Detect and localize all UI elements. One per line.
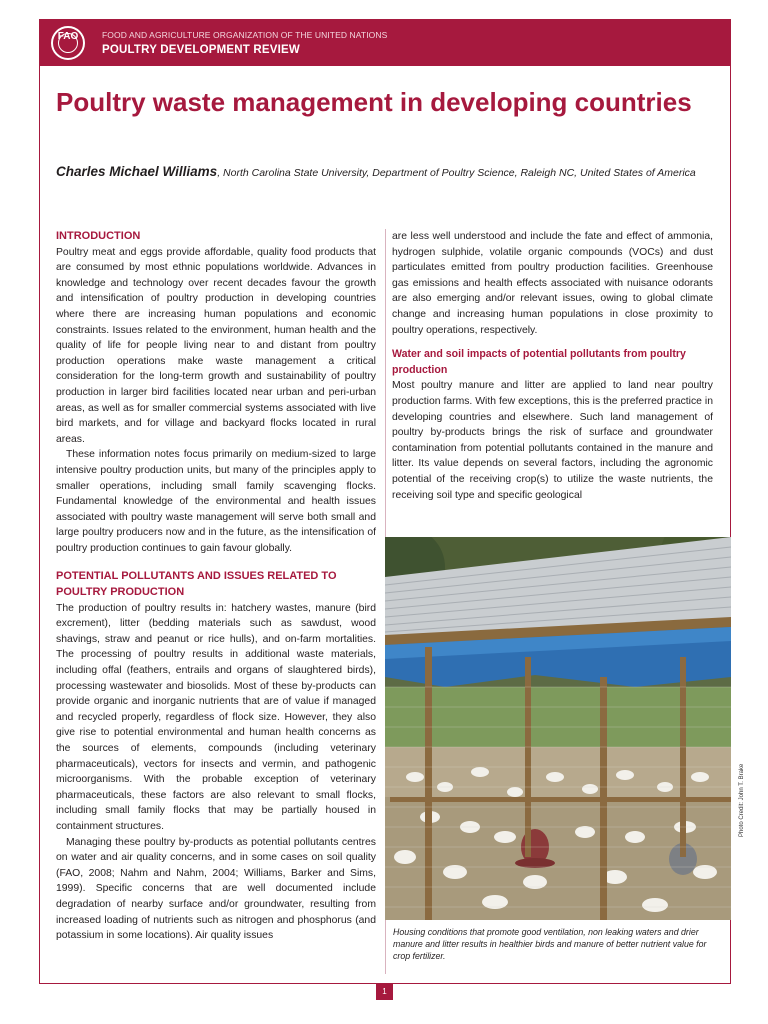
poultry-house-photo bbox=[385, 537, 731, 920]
pollutants-heading: POTENTIAL POLLUTANTS AND ISSUES RELATED TO POULTRY PRODUCTION bbox=[56, 570, 337, 599]
fao-logo-text: FAO bbox=[57, 31, 79, 42]
right-column bbox=[392, 229, 713, 503]
header-bar bbox=[39, 19, 731, 66]
water-soil-heading: Water and soil impacts of potential pollutants from poultry production bbox=[392, 348, 686, 376]
article-title: Poultry waste management in developing countries bbox=[56, 87, 692, 117]
author-name: Charles Michael Williams bbox=[56, 164, 218, 179]
photo-caption: Housing conditions that promote good ventilation, non leaking waters and drier manure and litter results in healthier birds and manure of better nutrient value for crop fertilizer. bbox=[393, 927, 707, 961]
water-soil-paragraph: Most poultry manure and litter are applied to land near poultry production farms. With few exceptions, this is the preferred practice in developing countries and elsewhere. Such land management of poultry by-products brings the risk of surface and groundwater contamination from potential pollutants contained in the manure and litter. Its value depends on several factors, including the agronomic potential of the receiving crop(s) to utilize the waste nutrients, the receiving soil type and specific geological bbox=[392, 380, 713, 501]
continued-paragraph: are less well understood and include the fate and effect of ammonia, hydrogen sulphide, volatile organic compounds (VOCs) and dust particulates emitted from poultry production facilities. Greenhouse gas emissions and health effects associated with nuisance odorants are also emerging and/or relevant issues, owing to global climate change and increasing human populations in close proximity to poultry operations, respectively. bbox=[392, 231, 713, 336]
author-affiliation: , North Carolina State University, Department of Poultry Science, Raleigh NC, United States of America bbox=[217, 167, 696, 179]
left-column bbox=[56, 229, 376, 944]
series-name: POULTRY DEVELOPMENT REVIEW bbox=[102, 44, 300, 56]
section-gap bbox=[56, 556, 376, 569]
organization-name: FOOD AND AGRICULTURE ORGANIZATION OF THE UNITED NATIONS bbox=[102, 30, 388, 40]
pollutants-paragraph-1: The production of poultry results in: hatchery wastes, manure (bird excrement), litter (bedding materials such as sawdust, wood shavings, straw and peanut or rice hulls), and on-farm mortalities. The processing of poultry results in additional waste materials, including offal (feathers, entrails and organs of slaughtered birds), processing wastewater and biosolids. Most of these by-products can provide organic and inorganic nutrients that are of value if managed and recycled properly, regardless of flock size. However, they also give rise to potential environmental and human health concerns as the sources of elements, compounds (including veterinary pharmaceuticals), vectors for insects and vermin, and pathogenic microorganisms. With the probable exception of veterinary pharmaceuticals, these factors are also relevant to small flocks, including small family flocks that may be partially housed in containment structures. bbox=[56, 602, 376, 832]
pollutants-paragraph-2: Managing these poultry by-products as potential pollutants centres on water and air quality concerns, and in some cases on soil quality (FAO, 2008; Nahm and Nahm, 2004; Williams, Barker and Sims, 1999). Specific concerns that are well documented include degradation of nearby surface and/or groundwater, resulting from increased loading of nutrients such as nitrogen and phosphorus (and potassium in some locations). Air quality issues bbox=[56, 836, 376, 942]
intro-paragraph-1: Poultry meat and eggs provide affordable, quality food products that are consumed by most ethnic populations worldwide. Advances in knowledge and technology over recent decades favour the growth and intensification of poultry production in developing countries where there are increasing human populations and economic constraints. Issues related to the environment, human health and the quality of life for people living near to and distant from poultry production operations make waste management a critical consideration for the long-term growth and sustainability of poultry production in larger bird facilities located near urban and peri-urban areas, as well as for smaller commercial systems associated with live bird markets, and for village and backyard flocks located in rural areas. bbox=[56, 246, 376, 445]
page-number: 1 bbox=[382, 987, 387, 996]
author-line bbox=[56, 164, 716, 181]
page-number-box bbox=[376, 984, 393, 1000]
intro-paragraph-2: These information notes focus primarily on medium-sized to large intensive poultry production units, but many of the principles apply to smaller operations, including small family scavenging flocks. Fundamental knowledge of the environmental and health issues associated with poultry waste management will serve both small and large poultry producers now and in the future, as the intensification of poultry production continues to gain favour globally. bbox=[56, 449, 376, 554]
fao-logo bbox=[51, 26, 85, 60]
poultry-house-illustration bbox=[385, 537, 731, 920]
photo-credit: Photo Credit: John T. Brake bbox=[739, 763, 745, 837]
introduction-heading: INTRODUCTION bbox=[56, 230, 141, 242]
